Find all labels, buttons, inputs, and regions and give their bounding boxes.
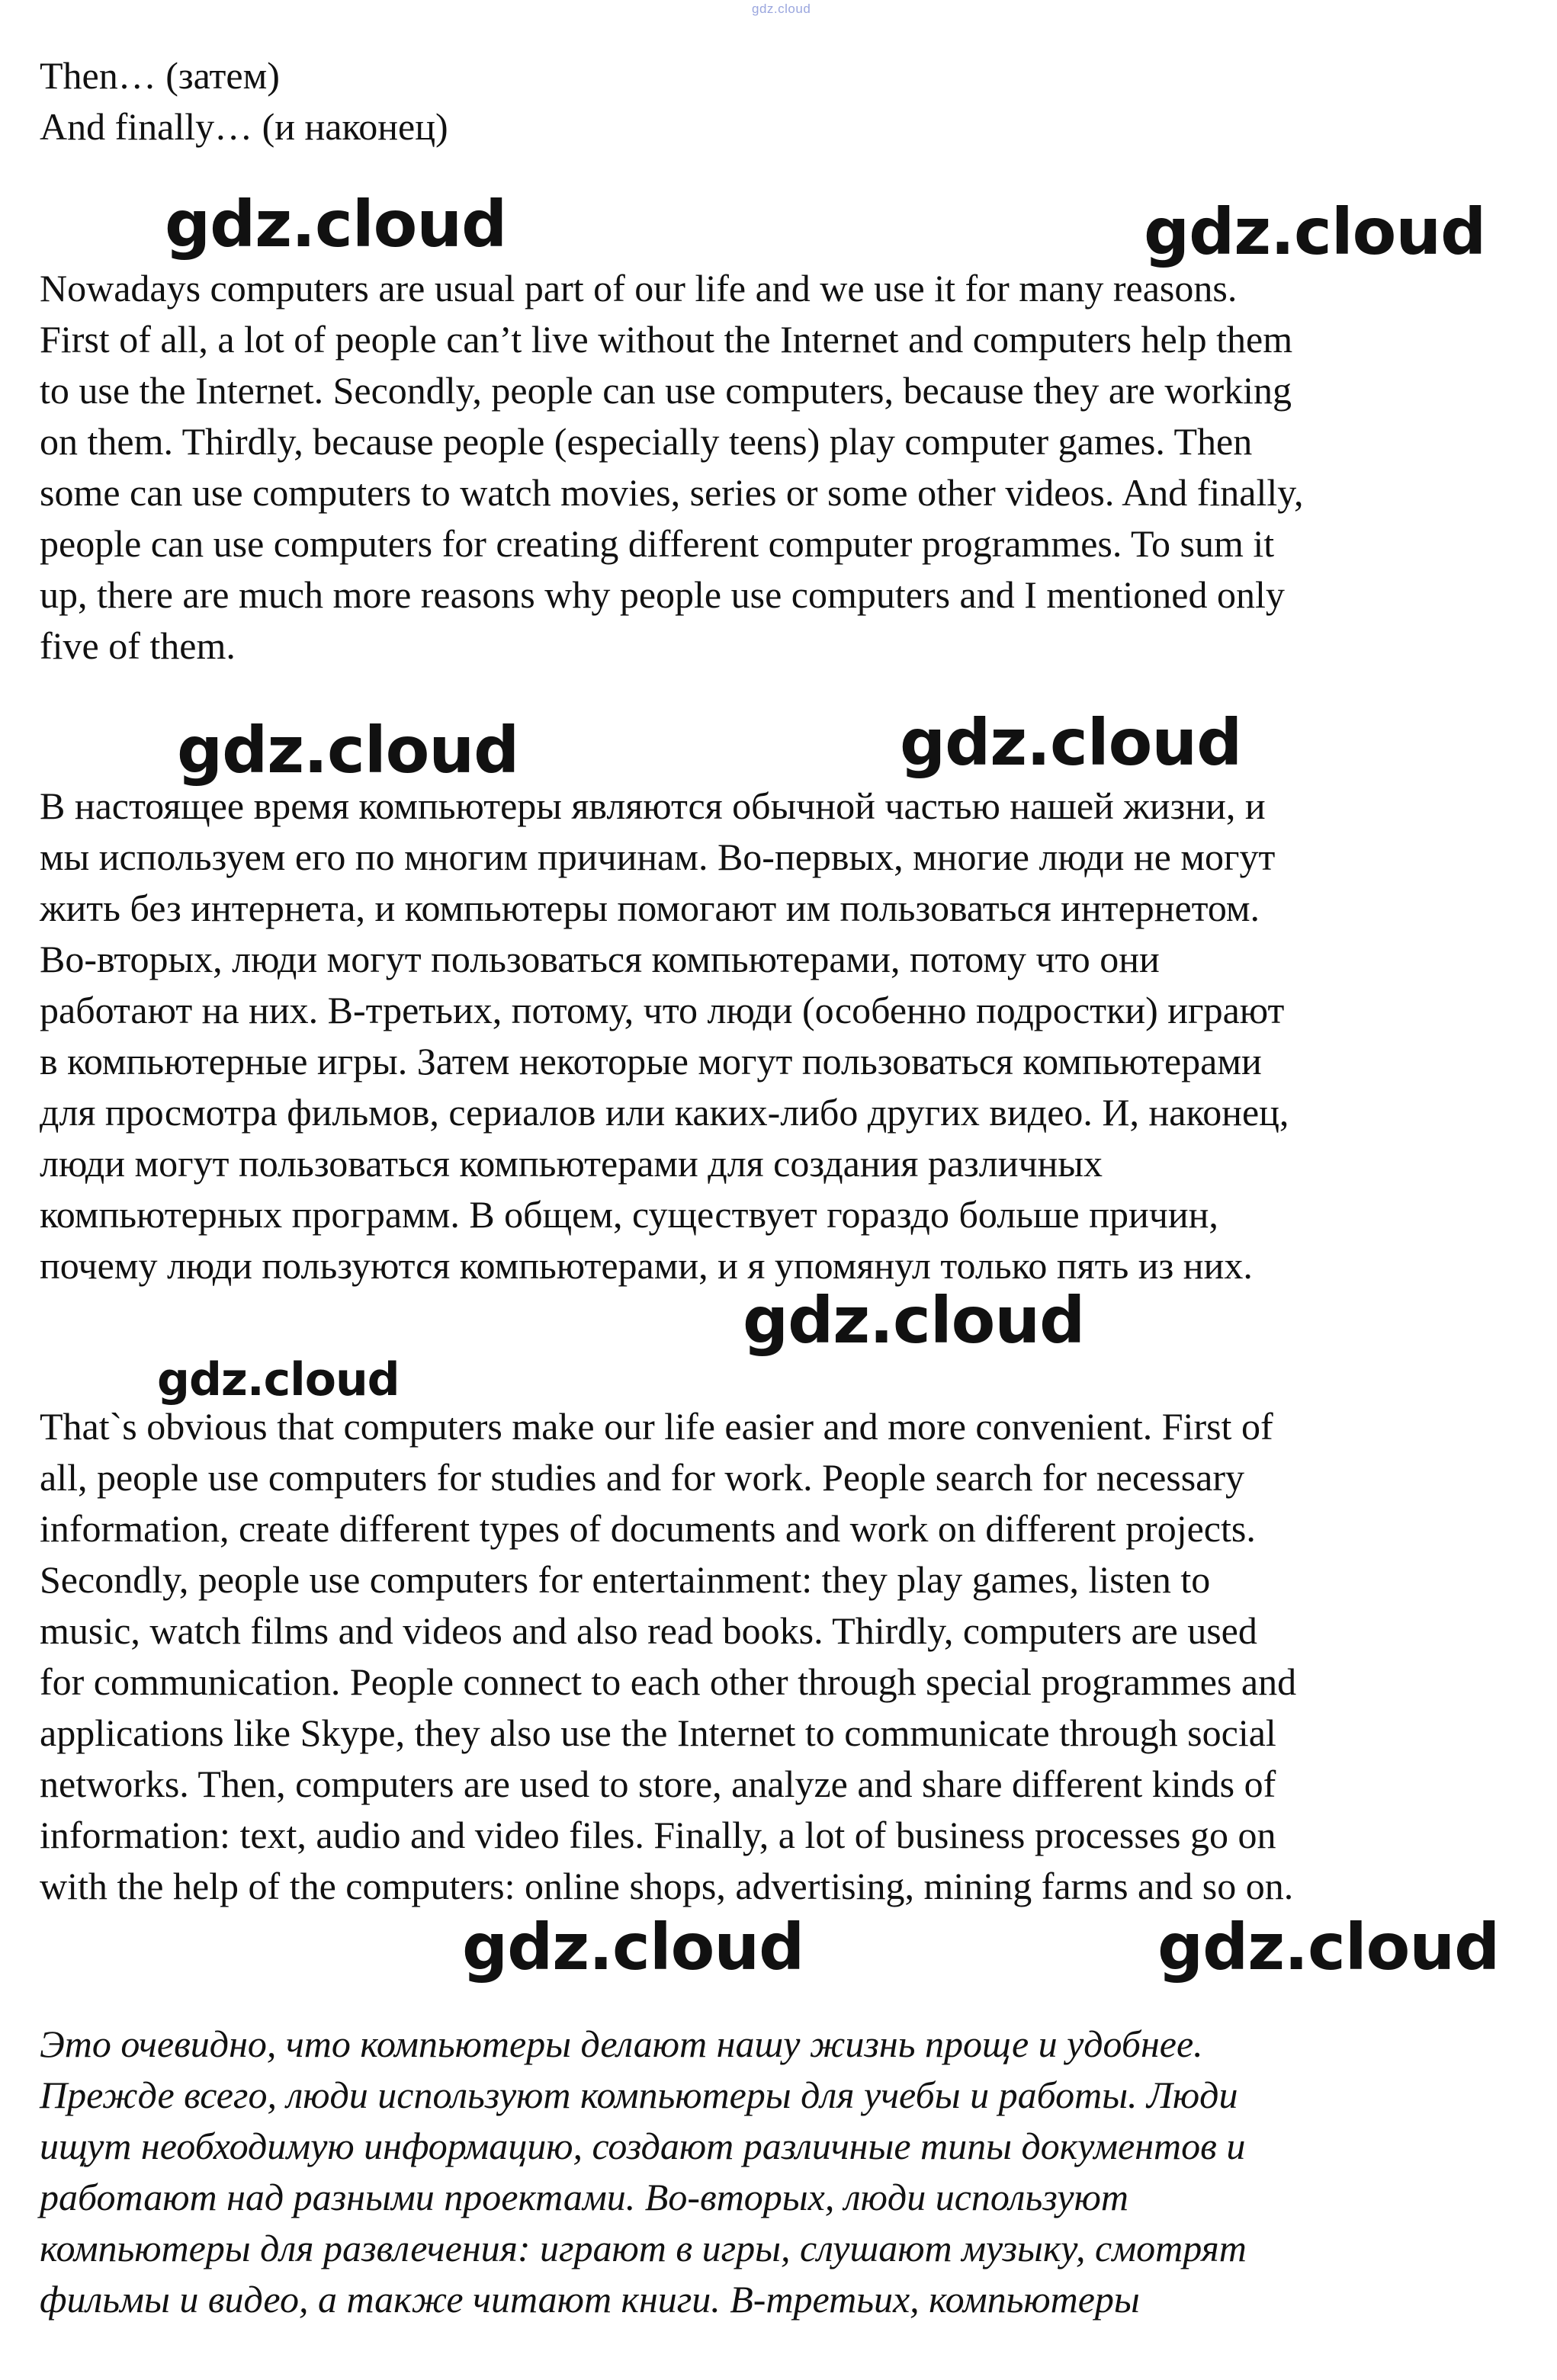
watermark-logo: gdz.cloud [1144,194,1486,269]
essay-1-russian: В настоящее время компьютеры являются обычной частью нашей жизни, и мы используем его по многим причинам. Во-первых, многие люди не могут жить без интернета, и компьютеры помогают им пользоваться интернетом. Во-вторых, люди могут пользоваться компьютерами, потому что они работают на них. В-третьих, потому, что люди (особенно подростки) играют в компьютерные игры. Затем некоторые могут пользоваться компьютерами для просмотра фильмов, сериалов или каких-либо других видео. И, наконец, люди могут пользоваться компьютерами для создания различных компьютерных программ. В общем, существует гораздо больше причин, почему люди пользуются компьютерами, и я упомянул только пять из них. [40,784,1289,1287]
watermark-logo: gdz.cloud [462,1910,804,1984]
watermark-logo: gdz.cloud [1157,1910,1500,1984]
essay-1-english: Nowadays computers are usual part of our life and we use it for many reasons. First of all, a lot of people can’t live without the Internet and computers help them to use the Internet. Secondly, people can use computers, because they are working on them. Thirdly, because people (especially teens) play computer games. Then some can use computers to watch movies, series or some other videos. And finally, people can use computers for creating different computer programmes. To sum it up, there are much more reasons why people use computers and I mentioned only five of them. [40,267,1304,667]
watermark-logo: gdz.cloud [157,1353,400,1407]
watermark-logo: gdz.cloud [165,187,507,261]
watermark-logo: gdz.cloud [900,705,1242,780]
watermark-logo: gdz.cloud [743,1283,1085,1358]
watermark-logo: gdz.cloud [177,713,519,787]
header-watermark: gdz.cloud [752,2,811,16]
essay-2-english: That`s obvious that computers make our life easier and more convenient. First of all, people use computers for studies and for work. People search for necessary information, create different types of documents and work on different projects. Secondly, people use computers for entertainment: they play games, listen to music, watch films and videos and also read books. Thirdly, computers are used for communication. People connect to each other through special programmes and applications like Skype, they also use the Internet to communicate through social networks. Then, computers are used to store, analyze and share different kinds of information: text, audio and video files. Finally, a lot of business processes go on with the help of the computers: online shops, advertising, mining farms and so on. [40,1405,1297,1907]
intro-phrases: Then… (затем) And finally… (и наконец) [40,54,448,148]
essay-2-russian: Это очевидно, что компьютеры делают нашу жизнь проще и удобнее. Прежде всего, люди используют компьютеры для учебы и работы. Люди ищут необходимую информацию, создают различные типы документов и работают над разными проектами. Во-вторых, люди используют компьютеры для развлечения: играют в игры, слушают музыку, смотрят фильмы и видео, а также читают книги. В-третьих, компьютеры [40,2022,1247,2321]
